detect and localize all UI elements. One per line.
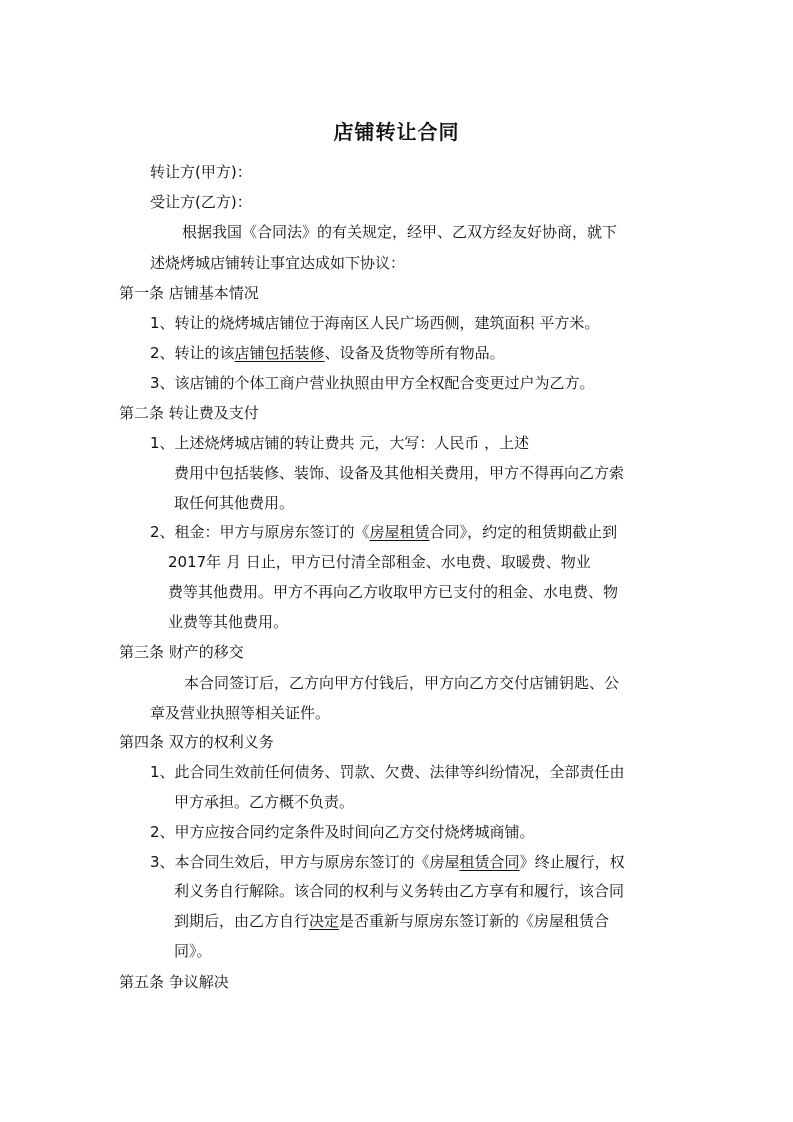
article-2-item-1-line-1: 1、上述烧烤城店铺的转让费共 元，大写：人民币 ，上述	[150, 434, 530, 452]
article-3-heading: 第三条 财产的移交	[119, 643, 244, 661]
intro-line-1: 根据我国《合同法》的有关规定，经甲、乙双方经友好协商，就下	[182, 223, 618, 241]
article-2-heading: 第二条 转让费及支付	[119, 404, 259, 422]
article-4-item-2: 2、甲方应按合同约定条件及时间向乙方交付烧烤城商铺。	[150, 823, 535, 841]
article-2-item-1-line-2: 费用中包括装修、装饰、设备及其他相关费用，甲方不得再向乙方索	[174, 464, 625, 482]
party-b-label: 受让方(乙方)：	[150, 193, 252, 211]
article-4-item-3-line-3-underlined: 决定	[309, 912, 340, 930]
article-1-heading: 第一条 店铺基本情况	[119, 284, 259, 302]
article-4-item-3-line-3	[174, 911, 609, 931]
article-4-item-3-line-3-text-b: 是否重新与原房东签订新的《房屋租赁合	[339, 912, 610, 930]
document-title: 店铺转让合同	[333, 120, 460, 144]
article-4-item-3-line-3-text-a: 到期后，由乙方自行	[174, 912, 310, 930]
article-1-item-2-text-a: 2、转让的该	[150, 344, 235, 362]
article-4-item-3-text-a: 3、本合同生效后，甲方与原房东签订的《房屋	[150, 853, 460, 871]
article-4-item-3-line-1	[150, 852, 625, 872]
article-4-item-3-line-4: 同》。	[174, 942, 212, 960]
article-1-item-2-underlined: 店铺包括装修	[234, 344, 325, 362]
article-4-heading: 第四条 双方的权利义务	[119, 733, 274, 751]
article-2-item-2-line-4: 业费等其他费用。	[168, 613, 289, 631]
article-2-item-2-line-1	[150, 522, 617, 542]
article-2-item-2-line-3: 费等其他费用。甲方不再向乙方收取甲方已支付的租金、水电费、物	[168, 583, 619, 601]
article-2-item-2-text-a: 2、租金：甲方与原房东签订的《	[150, 523, 370, 541]
article-4-item-1-line-2: 甲方承担。乙方概不负责。	[174, 793, 355, 811]
article-1-item-2-text-b: 、设备及货物等所有物品。	[324, 344, 505, 362]
article-1-item-1: 1、转让的烧烤城店铺位于海南区人民广场西侧，建筑面积 平方米。	[150, 314, 600, 332]
article-4-item-3-underlined: 租赁合同	[459, 853, 520, 871]
article-3-line-1: 本合同签订后，乙方向甲方付钱后，甲方向乙方交付店铺钥匙、公	[184, 674, 620, 692]
article-4-item-3-text-b: 》终止履行，权	[519, 853, 625, 871]
article-1-item-2	[150, 343, 505, 363]
article-2-item-2-text-b: 合同》，约定的租赁期截止到	[429, 523, 618, 541]
article-2-item-2-underlined: 房屋租赁	[369, 523, 430, 541]
article-5-heading: 第五条 争议解决	[119, 973, 229, 991]
intro-line-2: 述烧烤城店铺转让事宜达成如下协议：	[150, 254, 406, 272]
article-1-item-3: 3、该店铺的个体工商户营业执照由甲方全权配合变更过户为乙方。	[150, 374, 595, 392]
article-3-line-2: 章及营业执照等相关证件。	[150, 704, 331, 722]
article-4-item-3-line-2: 利义务自行解除。该合同的权利与义务转由乙方享有和履行，该合同	[174, 882, 625, 900]
article-2-item-1-line-3: 取任何其他费用。	[174, 494, 295, 512]
party-a-label: 转让方(甲方)：	[150, 163, 252, 181]
article-4-item-1-line-1: 1、此合同生效前任何债务、罚款、欠费、法律等纠纷情况，全部责任由	[150, 763, 625, 781]
article-2-item-2-line-2: 2017年 月 日止，甲方已付清全部租金、水电费、取暖费、物业	[168, 553, 591, 571]
